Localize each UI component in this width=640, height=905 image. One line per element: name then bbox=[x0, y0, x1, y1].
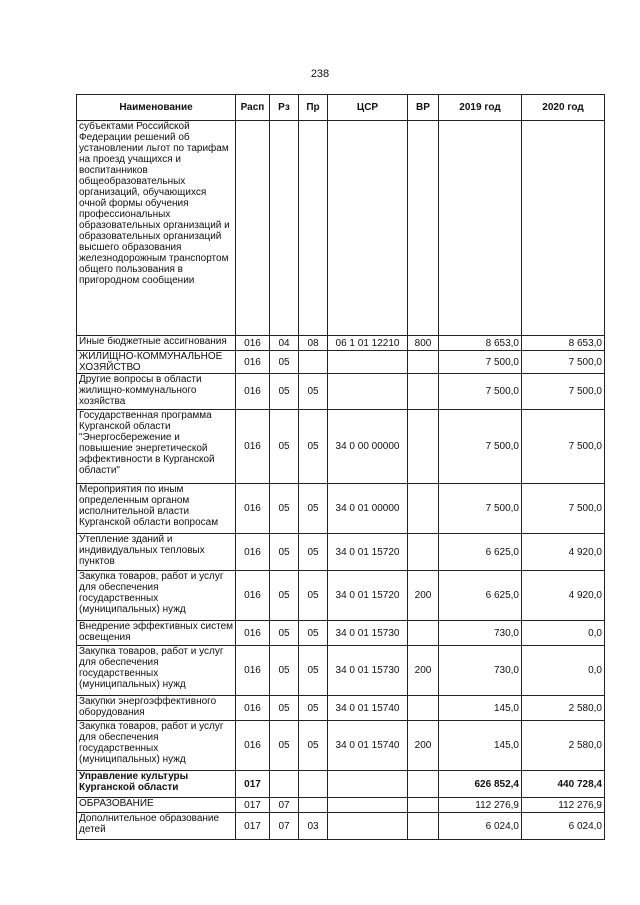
cell-rasp: 016 bbox=[236, 721, 270, 771]
cell-name: Внедрение эффективных систем освещения bbox=[77, 621, 236, 646]
cell-2019: 730,0 bbox=[439, 621, 522, 646]
cell-pr bbox=[299, 798, 328, 813]
column-header-rasp: Расп bbox=[236, 95, 270, 121]
cell-rz: 05 bbox=[270, 484, 299, 534]
cell-csr bbox=[328, 798, 408, 813]
cell-vr bbox=[408, 813, 439, 840]
cell-rz: 05 bbox=[270, 410, 299, 484]
cell-name: Управление культуры Курганской области bbox=[77, 771, 236, 798]
cell-csr bbox=[328, 771, 408, 798]
cell-name: ОБРАЗОВАНИЕ bbox=[77, 798, 236, 813]
cell-name: Закупка товаров, работ и услуг для обеспечения государственных (муниципальных) нужд bbox=[77, 721, 236, 771]
cell-pr: 05 bbox=[299, 534, 328, 571]
cell-pr: 05 bbox=[299, 410, 328, 484]
cell-rasp: 016 bbox=[236, 621, 270, 646]
cell-2020: 0,0 bbox=[522, 646, 605, 696]
cell-2020: 7 500,0 bbox=[522, 374, 605, 410]
cell-csr bbox=[328, 351, 408, 374]
table-row bbox=[77, 336, 605, 351]
column-header-rz: Рз bbox=[270, 95, 299, 121]
table-row bbox=[77, 721, 605, 771]
cell-pr: 05 bbox=[299, 721, 328, 771]
table-row bbox=[77, 646, 605, 696]
cell-2019: 112 276,9 bbox=[439, 798, 522, 813]
cell-2019: 6 024,0 bbox=[439, 813, 522, 840]
cell-rasp: 016 bbox=[236, 646, 270, 696]
table-row bbox=[77, 571, 605, 621]
cell-2020 bbox=[522, 121, 605, 336]
table-row bbox=[77, 351, 605, 374]
cell-rasp: 017 bbox=[236, 813, 270, 840]
cell-rasp: 016 bbox=[236, 374, 270, 410]
column-header-vr: ВР bbox=[408, 95, 439, 121]
cell-name: Дополнительное образование детей bbox=[77, 813, 236, 840]
cell-name: Закупки энергоэффективного оборудования bbox=[77, 696, 236, 721]
cell-name: Иные бюджетные ассигнования bbox=[77, 336, 236, 351]
cell-rz bbox=[270, 121, 299, 336]
cell-2020: 4 920,0 bbox=[522, 534, 605, 571]
table-row bbox=[77, 410, 605, 484]
cell-rz: 05 bbox=[270, 534, 299, 571]
cell-2019: 7 500,0 bbox=[439, 484, 522, 534]
cell-name: Мероприятия по иным определенным органом исполнительной власти Курганской области вопросам bbox=[77, 484, 236, 534]
table-header-row bbox=[77, 95, 605, 121]
cell-vr bbox=[408, 374, 439, 410]
cell-vr bbox=[408, 410, 439, 484]
cell-csr: 34 0 01 00000 bbox=[328, 484, 408, 534]
cell-2019: 6 625,0 bbox=[439, 571, 522, 621]
table-row bbox=[77, 696, 605, 721]
cell-pr: 05 bbox=[299, 571, 328, 621]
cell-vr bbox=[408, 798, 439, 813]
cell-rasp: 016 bbox=[236, 696, 270, 721]
cell-vr bbox=[408, 351, 439, 374]
cell-2019: 7 500,0 bbox=[439, 410, 522, 484]
cell-2020: 2 580,0 bbox=[522, 721, 605, 771]
cell-rz: 05 bbox=[270, 721, 299, 771]
cell-csr: 06 1 01 12210 bbox=[328, 336, 408, 351]
cell-rz: 05 bbox=[270, 351, 299, 374]
cell-csr: 34 0 01 15720 bbox=[328, 571, 408, 621]
column-header-name: Наименование bbox=[77, 95, 236, 121]
cell-vr bbox=[408, 121, 439, 336]
cell-pr bbox=[299, 121, 328, 336]
cell-pr: 05 bbox=[299, 374, 328, 410]
table-row bbox=[77, 813, 605, 840]
table-row bbox=[77, 621, 605, 646]
cell-vr bbox=[408, 534, 439, 571]
cell-rz: 05 bbox=[270, 621, 299, 646]
cell-pr bbox=[299, 351, 328, 374]
cell-rz: 05 bbox=[270, 696, 299, 721]
cell-rz: 05 bbox=[270, 571, 299, 621]
cell-2019: 7 500,0 bbox=[439, 374, 522, 410]
cell-2019: 730,0 bbox=[439, 646, 522, 696]
cell-rasp: 016 bbox=[236, 336, 270, 351]
cell-rasp bbox=[236, 121, 270, 336]
cell-rz: 07 bbox=[270, 798, 299, 813]
cell-vr: 800 bbox=[408, 336, 439, 351]
cell-2020: 112 276,9 bbox=[522, 798, 605, 813]
cell-csr bbox=[328, 374, 408, 410]
table-row bbox=[77, 798, 605, 813]
cell-2020: 6 024,0 bbox=[522, 813, 605, 840]
cell-rz: 04 bbox=[270, 336, 299, 351]
column-header-2019: 2019 год bbox=[439, 95, 522, 121]
cell-2019: 7 500,0 bbox=[439, 351, 522, 374]
table-row bbox=[77, 534, 605, 571]
budget-table bbox=[76, 94, 605, 840]
cell-pr bbox=[299, 771, 328, 798]
cell-pr: 05 bbox=[299, 484, 328, 534]
table-row bbox=[77, 484, 605, 534]
cell-csr: 34 0 00 00000 bbox=[328, 410, 408, 484]
cell-rz: 05 bbox=[270, 374, 299, 410]
cell-pr: 05 bbox=[299, 696, 328, 721]
cell-vr: 200 bbox=[408, 646, 439, 696]
cell-vr: 200 bbox=[408, 571, 439, 621]
cell-name: Закупка товаров, работ и услуг для обеспечения государственных (муниципальных) нужд bbox=[77, 646, 236, 696]
cell-csr: 34 0 01 15730 bbox=[328, 621, 408, 646]
cell-name: ЖИЛИЩНО-КОММУНАЛЬНОЕ ХОЗЯЙСТВО bbox=[77, 351, 236, 374]
cell-vr bbox=[408, 484, 439, 534]
cell-2019: 8 653,0 bbox=[439, 336, 522, 351]
cell-2020: 440 728,4 bbox=[522, 771, 605, 798]
cell-2020: 7 500,0 bbox=[522, 351, 605, 374]
cell-pr: 05 bbox=[299, 646, 328, 696]
table-row bbox=[77, 374, 605, 410]
cell-rasp: 016 bbox=[236, 351, 270, 374]
cell-rasp: 016 bbox=[236, 484, 270, 534]
column-header-2020: 2020 год bbox=[522, 95, 605, 121]
cell-vr bbox=[408, 696, 439, 721]
cell-vr bbox=[408, 771, 439, 798]
cell-2019: 6 625,0 bbox=[439, 534, 522, 571]
cell-2020: 0,0 bbox=[522, 621, 605, 646]
cell-2019 bbox=[439, 121, 522, 336]
cell-rasp: 016 bbox=[236, 534, 270, 571]
cell-2020: 7 500,0 bbox=[522, 410, 605, 484]
cell-pr: 05 bbox=[299, 621, 328, 646]
cell-rz bbox=[270, 771, 299, 798]
cell-2020: 4 920,0 bbox=[522, 571, 605, 621]
cell-csr bbox=[328, 813, 408, 840]
cell-pr: 03 bbox=[299, 813, 328, 840]
cell-rz: 07 bbox=[270, 813, 299, 840]
cell-vr bbox=[408, 621, 439, 646]
cell-2019: 145,0 bbox=[439, 721, 522, 771]
cell-rasp: 017 bbox=[236, 798, 270, 813]
column-header-pr: Пр bbox=[299, 95, 328, 121]
page-number: 238 bbox=[310, 68, 330, 80]
cell-2019: 145,0 bbox=[439, 696, 522, 721]
cell-csr: 34 0 01 15740 bbox=[328, 696, 408, 721]
cell-rasp: 017 bbox=[236, 771, 270, 798]
cell-name: субъектами Российской Федерации решений об установлении льгот по тарифам на проезд учащихся и воспитанников общеобразовательных организаций, обучающихся очной формы обучения профессиональных образовательных организаций и образовательных организаций высшего образования железнодорожным транспортом общего пользования в пригородном сообщении bbox=[77, 121, 236, 336]
cell-2020: 7 500,0 bbox=[522, 484, 605, 534]
cell-name: Другие вопросы в области жилищно-коммунального хозяйства bbox=[77, 374, 236, 410]
cell-vr: 200 bbox=[408, 721, 439, 771]
cell-2019: 626 852,4 bbox=[439, 771, 522, 798]
cell-csr: 34 0 01 15730 bbox=[328, 646, 408, 696]
cell-name: Закупка товаров, работ и услуг для обеспечения государственных (муниципальных) нужд bbox=[77, 571, 236, 621]
cell-csr: 34 0 01 15740 bbox=[328, 721, 408, 771]
cell-csr: 34 0 01 15720 bbox=[328, 534, 408, 571]
cell-name: Государственная программа Курганской области "Энергосбережение и повышение энергетической эффективности в Курганской области" bbox=[77, 410, 236, 484]
cell-2020: 2 580,0 bbox=[522, 696, 605, 721]
cell-pr: 08 bbox=[299, 336, 328, 351]
cell-rasp: 016 bbox=[236, 410, 270, 484]
cell-rasp: 016 bbox=[236, 571, 270, 621]
cell-2020: 8 653,0 bbox=[522, 336, 605, 351]
cell-csr bbox=[328, 121, 408, 336]
cell-name: Утепление зданий и индивидуальных тепловых пунктов bbox=[77, 534, 236, 571]
column-header-csr: ЦСР bbox=[328, 95, 408, 121]
cell-rz: 05 bbox=[270, 646, 299, 696]
table-row bbox=[77, 771, 605, 798]
table-row bbox=[77, 121, 605, 336]
